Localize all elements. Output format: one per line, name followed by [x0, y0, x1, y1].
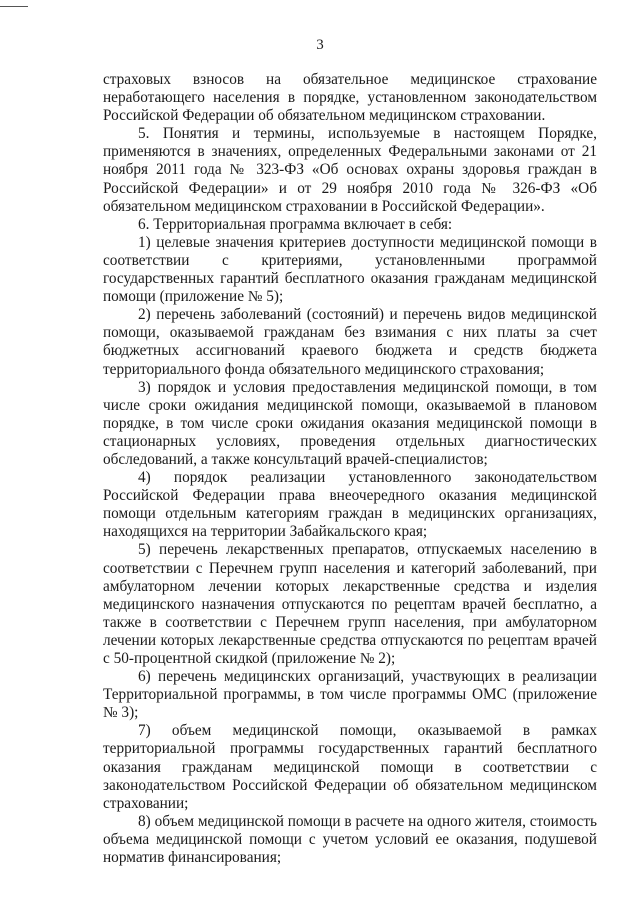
list-item-5: 5) перечень лекарственных препаратов, отпускаемых населению в соответствии с Перечнем групп населения и категорий заболеваний, при амбулаторном лечении которых лекарственные средства и изделия медицинского назначения отпускаются по рецептам врачей бесплатно, а также в соответствии с Перечнем групп населения, при амбулаторном лечении которых лекарственные средства отпускаются по рецептам врачей с 50-процентной скидкой (приложение № 2); [103, 541, 597, 667]
list-item-7: 7) объем медицинской помощи, оказываемой в рамках территориальной программы государственных гарантий бесплатного оказания гражданам медицинской помощи в соответствии с законодательством Российской Федерации об обязательном медицинском страховании; [103, 722, 597, 812]
list-item-4: 4) порядок реализации установленного законодательством Российской Федерации права внеочередного оказания медицинской помощи отдельным категориям граждан в медицинских организациях, находящихся на территории Забайкальского края; [103, 469, 597, 541]
list-item-3: 3) порядок и условия предоставления медицинской помощи, в том числе сроки ожидания медицинской помощи, оказываемой в плановом порядке, в том числе сроки ожидания оказания медицинской помощи в стационарных условиях, проведения отдельных диагностических обследований, а также консультаций врачей-специалистов; [103, 378, 597, 468]
list-item-1: 1) целевые значения критериев доступности медицинской помощи в соответствии с критериями, установленными программой государственных гарантий бесплатного оказания гражданам медицинской помощи (приложение № 5); [103, 233, 597, 306]
list-item-8: 8) объем медицинской помощи в расчете на одного жителя, стоимость объема медицинской помощи с учетом условий ее оказания, подушевой норматив финансирования; [103, 812, 597, 867]
list-item-2: 2) перечень заболеваний (состояний) и перечень видов медицинской помощи, оказываемой гражданам без взимания с них платы за счет бюджетных ассигнований краевого бюджета и средств бюджета территориального фонда обязательного медицинского страхования; [103, 306, 597, 378]
document-body [103, 71, 597, 867]
paragraph-6-program-contents: 6. Территориальная программа включает в себя: [138, 215, 453, 233]
paragraph-continuation: страховых взносов на обязательное медицинское страхование неработающего населения в порядке, установленном законодательством Российской Федерации об обязательном медицинском страховании. [103, 71, 597, 125]
page-number: 3 [316, 37, 324, 53]
list-item-6: 6) перечень медицинских организаций, участвующих в реализации Территориальной программы, в том числе программы ОМС (приложение № 3); [103, 668, 597, 722]
corner-scan-mark [0, 6, 28, 7]
paragraph-5-definitions: 5. Понятия и термины, используемые в настоящем Порядке, применяются в значениях, определенных Федеральными законами от 21 ноября 2011 года № 323-ФЗ «Об основах охраны здоровья граждан в Российской Федерации» и от 29 ноября 2010 года № 326-ФЗ «Об обязательном медицинском страховании в Российской Федерации». [103, 125, 597, 215]
